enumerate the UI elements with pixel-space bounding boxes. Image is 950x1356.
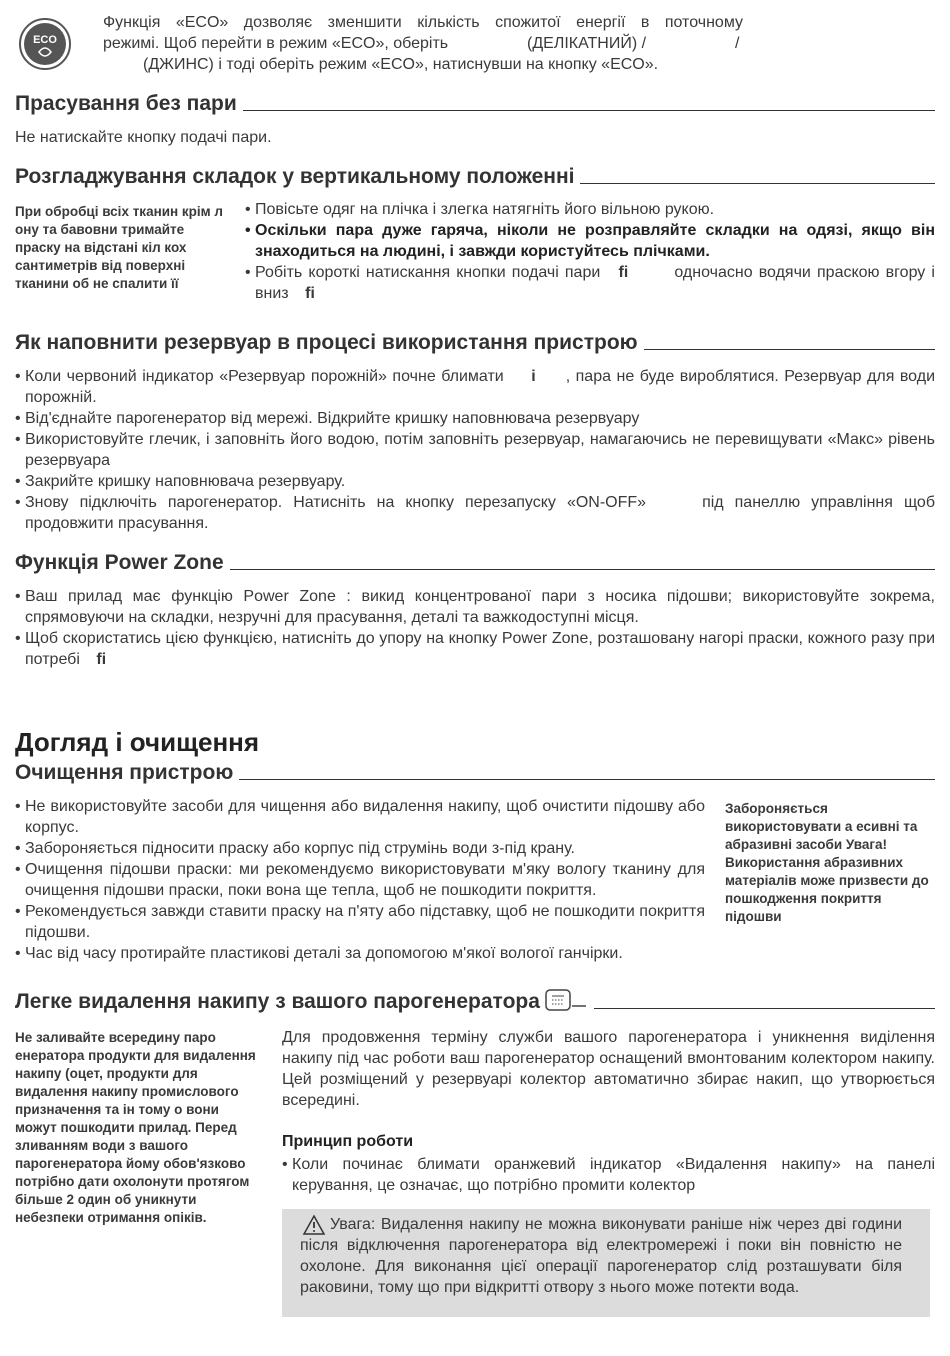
refill-bullet-5 [15,492,935,534]
vertical-bullet-3 [245,262,935,304]
vertical-bullet-2: • Оскільки пара дуже гаряча, ніколи не розправляйте складки на одязі, якщо він знаходиться на людині, і завжди користуйтесь плічками. [245,220,935,262]
steam-button-symbol: ﬁ [618,264,629,281]
power-zone-symbol: ﬁ [96,651,107,668]
principle-list [282,1154,935,1196]
refill-bullet-5-b: під панеллю управління щоб продовжити прасування. [25,494,935,532]
cleaning-bullet-4: • Рекомендується завжди ставити праску на п'яту або підставку, щоб не пошкодити покриття підошви. [15,901,705,943]
refill-list [15,366,935,534]
vertical-title: Розгладжування складок у вертикальному положенні [15,165,575,188]
cleaning-heading [15,761,935,785]
power-zone-bullet-1: • Ваш прилад має функцію Power Zone : викид концентрованої пари з носика підошви; використовуйте зокрема, спрямовуючи на складки, незручні для прасування, деталі та важкодоступні місця. [15,586,935,628]
refill-bullet-2: • Від'єднайте парогенератор від мережі. Відкрийте кришку наповнювача резервуару [15,408,935,429]
eco-icon-label: ECO [33,34,57,46]
dry-ironing-heading [15,92,935,116]
cleaning-bullet-1: • Не використовуйте засоби для чищення або видалення накипу, щоб очистити підошву або корпус. [15,796,705,838]
warning-text: Увага: Видалення накипу не можна виконувати раніше ніж через дві години після відключення парогенератора від електромережі і поки він повністю не охолоне. Для виконання цієї операції парогенератор слід розташувати біля раковини, тому що при відкритті отвору з нього може потекти вода. [300,1216,902,1296]
eco-text [103,12,743,75]
descale-heading [15,988,935,1014]
eco-line2b: (ДЕЛІКАТНИЙ) / [527,35,647,52]
steam-button-symbol-2: ﬁ [305,285,315,302]
refill-bullet-5-a: Знову підключіть парогенератор. Натисніть на кнопку перезапуску «ON-OFF» [25,494,647,511]
cleaning-list [15,796,705,964]
power-zone-list [15,586,935,670]
vertical-side-note: При обробці всіх тканин крім л ону та бавовни тримайте праску на відстані кіл кох сантиметрів від поверхні тканини об не спалити її [15,204,223,291]
vertical-bullet-1: • Повісьте одяг на плічка і злегка натягніть його вільною рукою. [245,199,935,220]
tank-empty-indicator-symbol: i [531,368,536,385]
descale-kit-icon [544,988,588,1014]
descale-side-note: Не заливайте всередину паро енератора продукти для видалення накипу (оцет, продукти для видалення накипу промислового призначення та ін тому о вони можут пошкодити прилад. Перед зливанням води з вашого парогенератора йому обов'язково потрібно дати охолонути протягом більше 2 один об уникнути небезпеки отримання опіків. [15,1030,256,1225]
cleaning-bullet-5: • Час від часу протирайте пластикові деталі за допомогою м'якої вологої ганчірки. [15,943,705,964]
warning-box [282,1209,930,1317]
principle-title: Принцип роботи [282,1133,414,1150]
cleaning-title: Очищення пристрою [15,761,234,784]
cleaning-bullet-2: • Забороняється підносити праску або корпус під струмінь води з-під крану. [15,838,705,859]
care-main-title: Догляд і очищення [15,727,260,757]
refill-bullet-4: • Закрийте кришку наповнювача резервуару. [15,471,935,492]
eco-line2a: режимі. Щоб перейти в режим «ECO», оберіть [103,35,449,52]
refill-bullet-1 [15,366,935,408]
power-zone-bullet-2 [15,628,935,670]
eco-line2c: / [735,35,740,52]
vertical-bullet-3-a: Робіть короткі натискання кнопки подачі пари [255,264,601,281]
refill-bullet-3: • Використовуйте глечик, і заповніть його водою, потім заповніть резервуар, намагаючись не перевищувати «Макс» рівень резервуара [15,429,935,471]
refill-bullet-1-b: , пара не буде вироблятися. Резервуар для води порожній. [25,368,936,406]
power-zone-heading [15,551,935,575]
descale-title: Легке видалення накипу з вашого парогенератора [15,990,540,1013]
eco-line3: (ДЖИНС) і тоді оберіть режим «ECO», натиснувши на кнопку «ECO». [143,56,659,73]
dry-ironing-text: Не натискайте кнопку подачі пари. [15,129,272,146]
vertical-heading [15,165,935,189]
dry-ironing-title: Прасування без пари [15,92,237,115]
vertical-list [245,199,935,304]
vertical-bullet-3-b: одночасно водячи праскою вгору і вниз [255,264,935,302]
power-zone-bullet-2-a: Щоб скористатись цією функцією, натисніть до упору на кнопку Power Zone, розташовану нагорі праски, кожного разу при потребі [25,630,935,668]
eco-icon [18,14,72,78]
refill-bullet-1-a: Коли червоний індикатор «Резервуар порожній» почне блимати [25,368,504,385]
power-zone-title: Функція Power Zone [15,551,224,574]
cleaning-bullet-3: • Очищення підошви праски: ми рекомендуємо використовувати м'яку вологу тканину для очищення підошви праски, поки вона ще тепла, щоб не пошкодити покриття. [15,859,705,901]
descale-intro: Для продовження терміну служби вашого парогенератора і уникнення виділення накипу під час роботи ваш парогенератор оснащений вмонтованим колектором накипу. Цей розміщений у резервуарі колектор автоматично збирає накип, що утворюється всередині. [282,1029,935,1109]
cleaning-side-note: Забороняється використовувати а есивні та абразивні засоби Увага! Використання абразивних матеріалів може призвести до пошкодження покриття підошви [725,801,929,924]
refill-heading [15,331,935,355]
refill-title: Як наповнити резервуар в процесі використання пристрою [15,331,638,354]
eco-line1: Функція «ECO» дозволяє зменшити кількість спожитої енергії в поточному [103,14,743,31]
principle-bullet-1: • Коли починає блимати оранжевий індикатор «Видалення накипу» на панелі керування, це означає, що потрібно промити колектор [282,1154,935,1196]
